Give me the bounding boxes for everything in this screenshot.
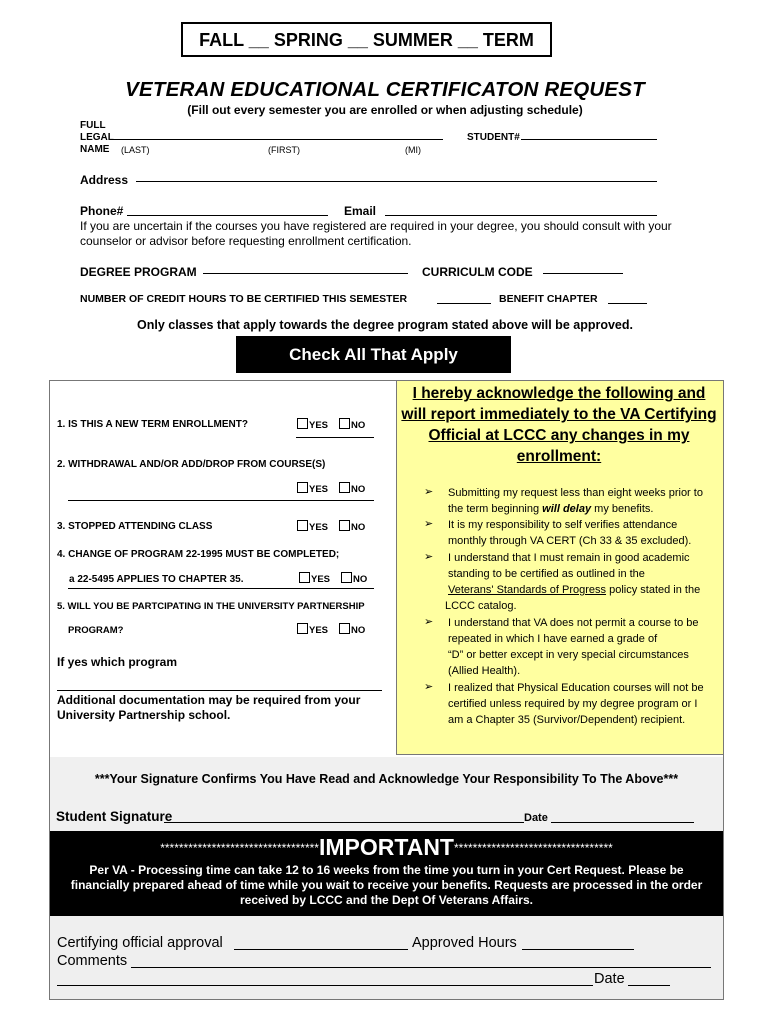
- no-label: NO: [351, 625, 366, 636]
- degree-program-field[interactable]: [203, 273, 408, 274]
- q1-no-checkbox[interactable]: [339, 418, 350, 429]
- ack-item-1b: [448, 501, 718, 517]
- q5-no-checkbox[interactable]: [339, 623, 350, 634]
- yes-label: YES: [309, 420, 329, 431]
- question-5: 5. WILL YOU BE PARTCIPATING IN THE UNIVERSITY PARTNERSHIP: [57, 601, 365, 612]
- q1-yes-checkbox[interactable]: [297, 418, 308, 429]
- q3-no-checkbox[interactable]: [339, 520, 350, 531]
- q3-no[interactable]: [339, 520, 365, 533]
- which-program-label: If yes which program: [57, 655, 178, 669]
- acknowledgement-title: I hereby acknowledge the following and will report immediately to the VA Certifying Official at LCCC any changes in my enrollment:: [401, 385, 717, 465]
- important-heading: [50, 834, 723, 861]
- q2-no-checkbox[interactable]: [339, 482, 350, 493]
- approval-date-label: Date: [594, 971, 625, 987]
- veterans-standards-link: Veterans' Standards of Progress: [448, 584, 607, 596]
- ack-item-4b: repeated in which I have earned a grade of: [448, 633, 658, 645]
- phone-label: Phone#: [80, 204, 124, 218]
- ack-item-3a: I understand that I must remain in good academic: [448, 552, 690, 564]
- arrow-bullet-icon: ➢: [424, 551, 434, 563]
- question-5b: PROGRAM?: [68, 625, 124, 636]
- ack-item-1b-end: my benefits.: [591, 503, 654, 515]
- ack-item-3c: [448, 582, 718, 598]
- first-name-hint: (FIRST): [268, 145, 300, 155]
- q4-line: [68, 588, 374, 589]
- q3-yes-checkbox[interactable]: [297, 520, 308, 531]
- certifying-approval-label: Certifying official approval: [57, 935, 223, 951]
- degree-only-notice: Only classes that apply towards the degree program stated above will be approved.: [137, 318, 633, 332]
- q2-line: [68, 500, 374, 501]
- signature-date-field[interactable]: [551, 822, 694, 823]
- q1-yes[interactable]: [297, 418, 328, 431]
- q2-no[interactable]: [339, 482, 365, 495]
- yes-label: YES: [309, 484, 329, 495]
- curriculum-code-field[interactable]: [543, 273, 623, 274]
- middle-initial-hint: (MI): [405, 145, 421, 155]
- question-3: 3. STOPPED ATTENDING CLASS: [57, 521, 213, 532]
- ack-item-4a: I understand that VA does not permit a course to be: [448, 617, 699, 629]
- ack-item-2a: It is my responsibility to self verifies attendance: [448, 519, 678, 531]
- q3-yes[interactable]: [297, 520, 328, 533]
- form-subtitle: (Fill out every semester you are enrolled or when adjusting schedule): [187, 103, 583, 117]
- no-label: NO: [351, 484, 366, 495]
- last-name-hint: (LAST): [121, 145, 150, 155]
- q2-yes-checkbox[interactable]: [297, 482, 308, 493]
- certifying-approval-field[interactable]: [234, 949, 408, 950]
- arrow-bullet-icon: ➢: [424, 518, 434, 530]
- ack-item-3d: LCCC catalog.: [445, 600, 517, 612]
- q4-yes[interactable]: [299, 572, 330, 585]
- ack-item-1a: Submitting my request less than eight weeks prior to: [448, 487, 703, 499]
- benefit-chapter-label: BENEFIT CHAPTER: [499, 293, 598, 305]
- comments-field[interactable]: [131, 967, 711, 968]
- approved-hours-label: Approved Hours: [412, 935, 517, 951]
- no-label: NO: [351, 420, 366, 431]
- term-selector: FALL __ SPRING __ SUMMER __ TERM: [181, 22, 552, 57]
- date-label: Date: [524, 812, 548, 824]
- email-label: Email: [344, 204, 377, 218]
- comments-label: Comments: [57, 953, 128, 969]
- name-field[interactable]: [113, 139, 443, 140]
- student-number-field[interactable]: [521, 139, 657, 140]
- no-label: NO: [351, 522, 366, 533]
- email-field[interactable]: [385, 215, 657, 216]
- q5-yes-checkbox[interactable]: [297, 623, 308, 634]
- q5-no[interactable]: [339, 623, 365, 636]
- benefit-chapter-field[interactable]: [608, 303, 647, 304]
- ack-item-2b: monthly through VA CERT (Ch 33 & 35 excluded).: [448, 535, 692, 547]
- signature-confirm-text: ***Your Signature Confirms You Have Read and Acknowledge Your Responsibility To The Above***: [94, 772, 679, 786]
- question-1: 1. IS THIS A NEW TERM ENROLLMENT?: [57, 419, 248, 430]
- yes-label: YES: [311, 574, 331, 585]
- q2-yes[interactable]: [297, 482, 328, 495]
- legal-label: LEGAL: [80, 132, 114, 143]
- q5-yes[interactable]: [297, 623, 328, 636]
- student-signature-label: Student Signature: [56, 809, 173, 824]
- ack-item-1b-text: the term beginning: [448, 503, 543, 515]
- question-4b: a 22-5495 APPLIES TO CHAPTER 35.: [69, 574, 244, 585]
- additional-documentation-note: Additional documentation may be required from your University Partnership school.: [57, 693, 361, 722]
- phone-field[interactable]: [127, 215, 328, 216]
- yes-label: YES: [309, 522, 329, 533]
- question-2: 2. WITHDRAWAL AND/OR ADD/DROP FROM COURSE(S): [57, 459, 326, 470]
- which-program-field[interactable]: [57, 690, 382, 691]
- arrow-bullet-icon: ➢: [424, 616, 434, 628]
- ack-item-3c-end: policy stated in the: [606, 584, 701, 596]
- q1-line: [296, 437, 374, 438]
- q1-no[interactable]: [339, 418, 365, 431]
- ack-item-5a: I realized that Physical Education courses will not be: [448, 682, 704, 694]
- form-title: VETERAN EDUCATIONAL CERTIFICATON REQUEST: [125, 78, 645, 101]
- credit-hours-field[interactable]: [437, 303, 491, 304]
- yes-label: YES: [309, 625, 329, 636]
- important-word: IMPORTANT: [318, 834, 454, 860]
- approved-hours-field[interactable]: [522, 949, 634, 950]
- name-label: NAME: [80, 144, 110, 155]
- credit-hours-label: NUMBER OF CREDIT HOURS TO BE CERTIFIED THIS SEMESTER: [80, 293, 408, 305]
- check-all-banner: Check All That Apply: [236, 336, 511, 373]
- address-field[interactable]: [136, 181, 657, 182]
- degree-program-label: DEGREE PROGRAM: [80, 265, 197, 279]
- curriculum-code-label: CURRICULM CODE: [422, 265, 533, 279]
- q4-yes-checkbox[interactable]: [299, 572, 310, 583]
- q4-no[interactable]: [341, 572, 367, 585]
- student-number-label: STUDENT#: [467, 132, 520, 143]
- no-label: NO: [353, 574, 368, 585]
- approval-date-field[interactable]: [628, 985, 670, 986]
- address-label: Address: [80, 173, 129, 187]
- will-delay-emphasis: will delay: [542, 503, 592, 515]
- arrow-bullet-icon: ➢: [424, 681, 434, 693]
- comments-field-2[interactable]: [57, 985, 593, 986]
- arrow-bullet-icon: ➢: [424, 486, 434, 498]
- ack-item-5b: certified unless required by my degree program or I: [448, 698, 698, 710]
- question-4: 4. CHANGE OF PROGRAM 22-1995 MUST BE COMPLETED;: [57, 549, 340, 560]
- full-label: FULL: [80, 120, 106, 131]
- important-text: Per VA - Processing time can take 12 to 16 weeks from the time you turn in your Cert Request. Please be financially prepared ahead of time while you wait to receive your benefits. Requests are processed in the order received by LCCC and the Dept Of Veterans Affairs.: [70, 863, 703, 907]
- q4-no-checkbox[interactable]: [341, 572, 352, 583]
- ack-item-5c: am a Chapter 35 (Survivor/Dependent) recipient.: [448, 714, 686, 726]
- student-signature-field[interactable]: [164, 822, 524, 823]
- ack-item-4d: (Allied Health).: [448, 665, 521, 677]
- ack-item-4c: “D” or better except in very special circumstances: [448, 649, 689, 661]
- stars-right: **********************************: [454, 841, 613, 855]
- stars-left: **********************************: [160, 841, 319, 855]
- ack-item-3b: standing to be certified as outlined in the: [448, 568, 645, 580]
- advice-text: If you are uncertain if the courses you have registered are required in your degree, you should consult with your counselor or advisor before requesting enrollment certification.: [80, 219, 672, 248]
